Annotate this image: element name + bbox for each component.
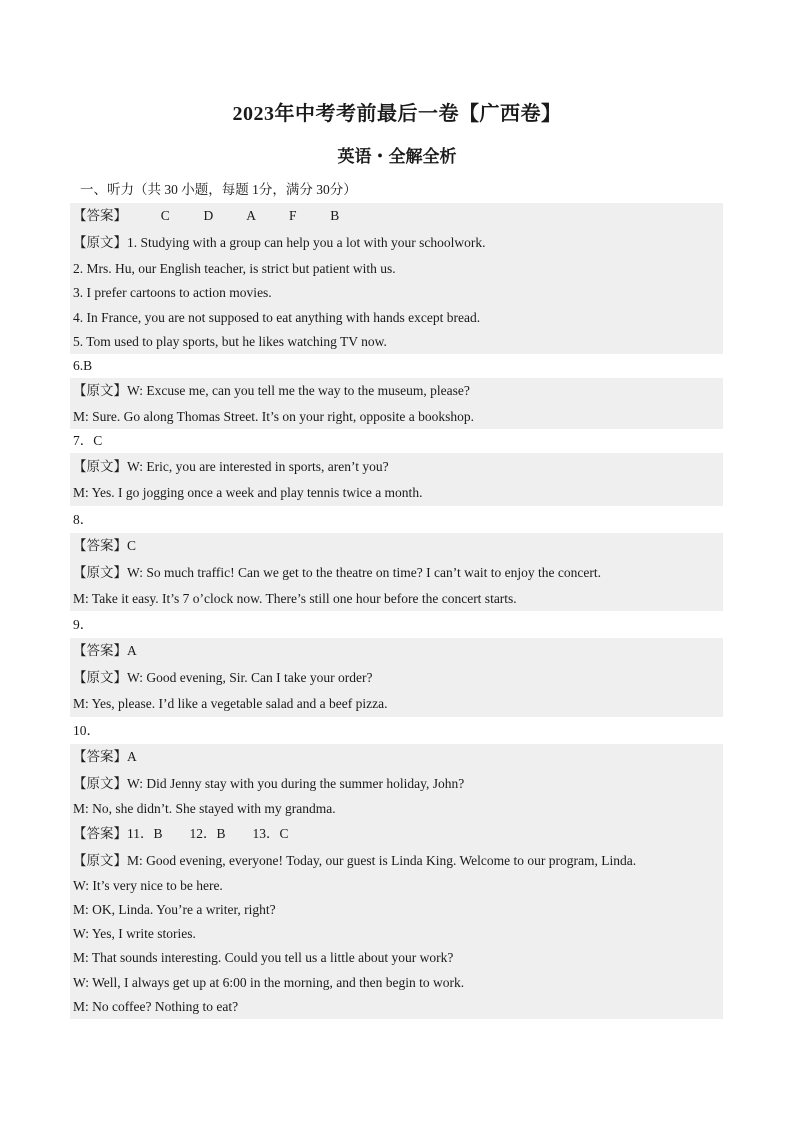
- text-line: W: It’s very nice to be here.: [70, 874, 723, 898]
- text-line: 【原文】M: Good evening, everyone! Today, our guest is Linda King. Welcome to our program, Linda.: [70, 847, 723, 874]
- text-line: 2. Mrs. Hu, our English teacher, is strict but patient with us.: [70, 257, 723, 281]
- text-line: M: Yes, please. I’d like a vegetable salad and a beef pizza.: [70, 691, 723, 717]
- text-line: 4. In France, you are not supposed to eat anything with hands except bread.: [70, 305, 723, 330]
- text-line: M: Take it easy. It’s 7 o’clock now. There’s still one hour before the concert starts.: [70, 586, 723, 611]
- text-line: 【答案】 C D A F B: [70, 203, 723, 229]
- text-line: 8．: [73, 512, 94, 527]
- text-line: W: Well, I always get up at 6:00 in the morning, and then begin to work.: [70, 970, 723, 995]
- text-line: 【原文】W: Excuse me, can you tell me the way to the museum, please?: [70, 378, 723, 404]
- answer-transcript-list: [70, 203, 723, 1019]
- text-line: M: OK, Linda. You’re a writer, right?: [70, 898, 723, 922]
- text-line: 【答案】A: [70, 744, 723, 770]
- text-line: M: That sounds interesting. Could you tell us a little about your work?: [70, 946, 723, 970]
- text-line: 【原文】W: So much traffic! Can we get to the theatre on time? I can’t wait to enjoy the concert.: [70, 559, 723, 586]
- text-line: 5. Tom used to play sports, but he likes watching TV now.: [70, 330, 723, 354]
- text-line: 【答案】A: [70, 638, 723, 664]
- text-line: W: Yes, I write stories.: [70, 922, 723, 946]
- text-line: 【原文】1. Studying with a group can help you a lot with your schoolwork.: [70, 229, 723, 257]
- text-line: 【答案】C: [70, 533, 723, 559]
- section-heading: 一、听力（共 30 小题，每题 1分，满分 30分）: [80, 182, 357, 197]
- page-subtitle: 英语・全解全析: [337, 147, 457, 166]
- text-line: 【原文】W: Good evening, Sir. Can I take your order?: [70, 664, 723, 691]
- text-line: M: Yes. I go jogging once a week and play tennis twice a month.: [70, 480, 723, 506]
- text-line: M: No, she didn’t. She stayed with my grandma.: [70, 797, 723, 821]
- text-line: 3. I prefer cartoons to action movies.: [70, 281, 723, 305]
- page-title: 2023年中考考前最后一卷【广西卷】: [232, 103, 562, 125]
- text-line: 7．C: [73, 433, 103, 448]
- text-line: 【答案】11．B 12．B 13．C: [70, 821, 723, 847]
- text-line: 9．: [73, 617, 94, 632]
- text-line: M: No coffee? Nothing to eat?: [70, 995, 723, 1019]
- text-line: 10．: [73, 723, 100, 738]
- text-line: 6.B: [73, 358, 93, 373]
- text-line: M: Sure. Go along Thomas Street. It’s on your right, opposite a bookshop.: [70, 404, 723, 429]
- text-line: 【原文】W: Eric, you are interested in sports, aren’t you?: [70, 453, 723, 480]
- text-line: 【原文】W: Did Jenny stay with you during the summer holiday, John?: [70, 770, 723, 797]
